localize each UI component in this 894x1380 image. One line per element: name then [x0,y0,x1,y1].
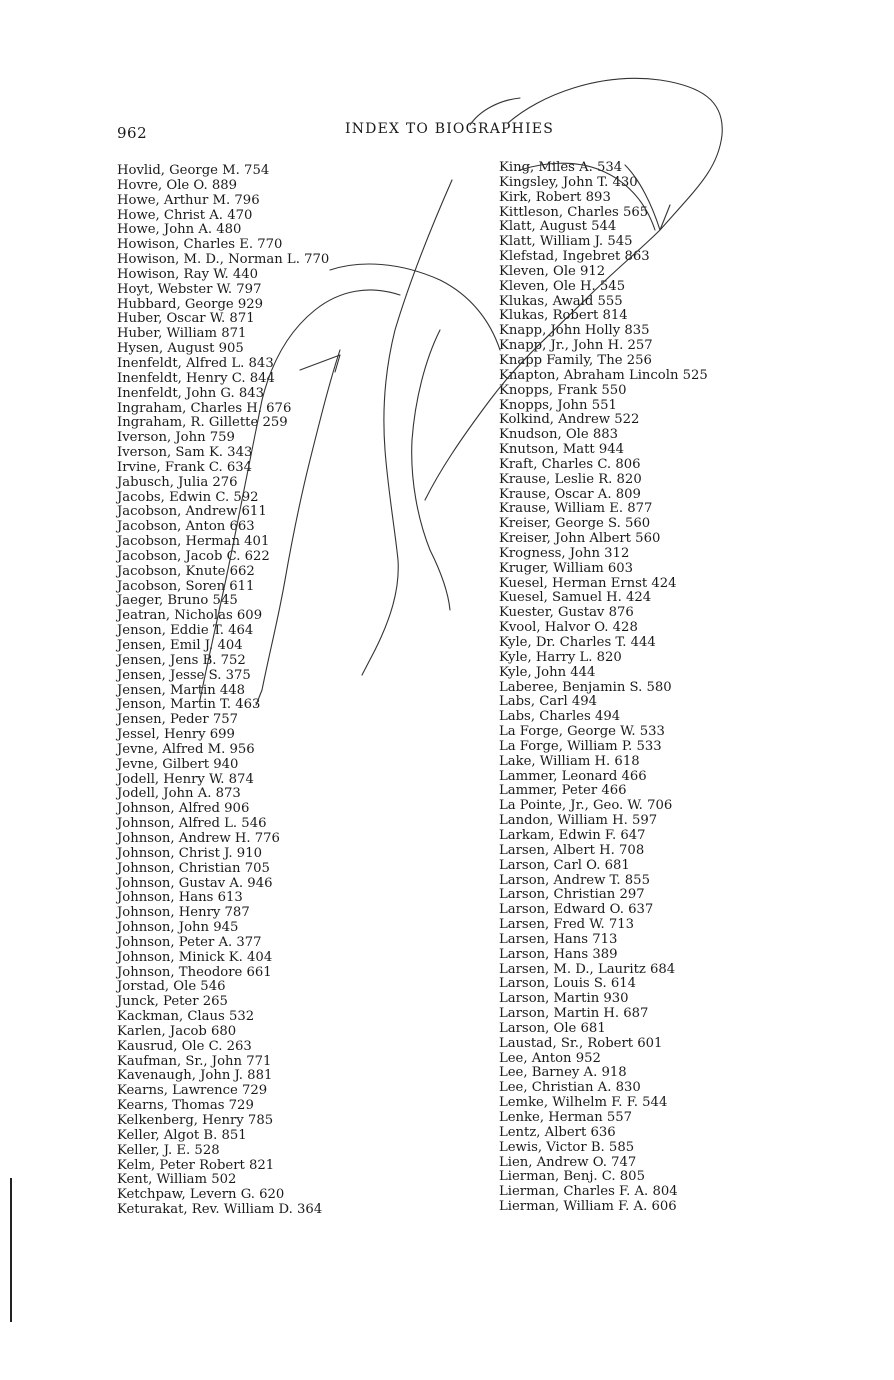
index-entry-right: La Forge, George W. 533 [499,724,665,740]
index-entry-left: Jensen, Martin 448 [117,682,246,698]
index-entry-left: Hovre, Ole O. 889 [117,177,238,193]
index-entry-left: Howe, Arthur M. 796 [117,192,260,208]
index-entry-right: Kuesel, Herman Ernst 424 [499,575,677,591]
index-entry-left: Johnson, Christian 705 [117,860,270,876]
index-entry-left: Hovlid, George M. 754 [117,163,270,178]
index-entry-right: Kyle, John 444 [499,664,596,680]
index-entry-right: Kingsley, John T. 430 [499,174,638,190]
index-entry-left: Johnson, Andrew H. 776 [117,830,280,846]
index-entry-right: Kleven, Ole 912 [499,263,606,279]
index-entry-right: Kvool, Halvor O. 428 [499,620,638,636]
index-entry-left: Kausrud, Ole C. 263 [117,1038,252,1054]
index-entry-right: Larson, Christian 297 [499,887,645,903]
index-entry-left: Ingraham, R. Gillette 259 [117,415,288,431]
index-entry-right: Kolkind, Andrew 522 [499,412,640,428]
scribble-stroke-long-descent [362,180,452,675]
index-entry-left: Johnson, Hans 613 [117,890,243,906]
index-entry-left: Johnson, Alfred L. 546 [117,816,267,832]
index-entry-right: Lammer, Peter 466 [499,783,627,799]
index-entry-right: Knutson, Matt 944 [499,442,625,458]
page-title: INDEX TO BIOGRAPHIES [345,121,555,137]
index-entry-left: Jenson, Martin T. 463 [117,697,261,713]
index-entry-right: Knapp, John Holly 835 [499,323,650,339]
index-entry-right: Kyle, Harry L. 820 [499,649,622,665]
index-entry-right: Labs, Carl 494 [499,694,598,710]
index-entry-left: Johnson, John 945 [117,920,239,936]
index-entry-right: Knopps, John 551 [499,397,617,413]
index-entry-left: Jacobson, Knute 662 [117,563,255,579]
index-entry-left: Jensen, Peder 757 [117,712,239,728]
index-entry-right: Larsen, Albert H. 708 [499,842,645,858]
index-entry-right: Kyle, Dr. Charles T. 444 [499,635,656,650]
index-entry-left: Jevne, Alfred M. 956 [117,741,255,757]
index-entry-left: Keller, J. E. 528 [117,1142,220,1158]
index-entry-left: Jeatran, Nicholas 609 [117,608,263,624]
index-entry-left: Jacobson, Herman 401 [117,534,270,550]
index-entry-right: Klefstad, Ingebret 863 [499,249,650,265]
index-entry-left: Inenfeldt, John G. 843 [117,385,265,401]
index-entry-right: Knapp Family, The 256 [499,352,652,368]
index-entry-left: Huber, Oscar W. 871 [117,311,255,327]
index-entry-right: Kruger, William 603 [499,560,634,576]
index-entry-left: Kearns, Lawrence 729 [117,1083,268,1099]
index-entry-left: Jaeger, Bruno 545 [117,593,238,609]
index-entry-right: Knudson, Ole 883 [499,427,619,443]
index-column-right [499,161,708,1215]
index-entry-left: Howison, Ray W. 440 [117,266,259,282]
index-entry-right: Krause, William E. 877 [499,501,653,517]
index-entry-right: Lee, Christian A. 830 [499,1080,641,1096]
index-entry-left: Jacobs, Edwin C. 592 [117,489,259,505]
index-entry-left: Kearns, Thomas 729 [117,1098,254,1114]
index-entry-left: Howison, Charles E. 770 [117,237,283,253]
index-entry-right: Knapton, Abraham Lincoln 525 [499,367,708,383]
index-entry-left: Jensen, Jens B. 752 [117,652,246,668]
index-entry-left: Jodell, John A. 873 [117,786,241,802]
index-entry-right: Larsen, M. D., Lauritz 684 [499,961,676,977]
scribble-stroke-inner [412,330,450,610]
index-entry-right: Lien, Andrew O. 747 [499,1154,637,1170]
index-entry-right: Larsen, Fred W. 713 [499,917,635,933]
index-entry-right: Lee, Anton 952 [499,1050,601,1066]
index-entry-left: Johnson, Theodore 661 [117,964,272,980]
page-number: 962 [117,124,148,142]
index-entry-right: Knapp, Jr., John H. 257 [499,338,653,354]
index-entry-right: Larkam, Edwin F. 647 [499,827,646,843]
index-entry-right: Lewis, Victor B. 585 [499,1139,635,1155]
index-entry-right: Knopps, Frank 550 [499,382,627,398]
index-entry-right: Krogness, John 312 [499,545,630,561]
index-entry-left: Inenfeldt, Alfred L. 843 [117,355,274,371]
index-entry-right: Klukas, Robert 814 [499,308,628,324]
index-entry-left: Kaufman, Sr., John 771 [117,1053,272,1069]
index-entry-left: Howe, Christ A. 470 [117,207,253,223]
index-entry-left: Keller, Algot B. 851 [117,1127,247,1143]
index-entry-left: Jessel, Henry 699 [117,727,235,743]
index-entry-left: Karlen, Jacob 680 [117,1023,237,1039]
index-column-left [117,164,329,1218]
index-entry-left: Kent, William 502 [117,1172,237,1188]
index-entry-right: Landon, William H. 597 [499,813,658,829]
index-entry-left: Kavenaugh, John J. 881 [117,1068,273,1084]
index-entry-left: Hysen, August 905 [117,341,244,357]
index-entry-left: Inenfeldt, Henry C. 844 [117,370,275,386]
index-entry-left: Jodell, Henry W. 874 [117,771,254,787]
index-entry-right: King, Miles A. 534 [499,160,623,175]
index-entry-left: Jorstad, Ole 546 [117,979,226,995]
index-entry-right: Larson, Andrew T. 855 [499,872,650,888]
index-entry-left: Irvine, Frank C. 634 [117,459,253,475]
index-entry-left: Jacobson, Jacob C. 622 [117,548,270,564]
index-entry-right: Lierman, William F. A. 606 [499,1199,677,1215]
index-entry-right: Krause, Oscar A. 809 [499,486,641,502]
index-entry-right: Larson, Hans 389 [499,946,618,962]
index-entry-right: Klatt, William J. 545 [499,234,633,250]
index-entry-left: Iverson, Sam K. 343 [117,445,253,461]
index-entry-left: Johnson, Christ J. 910 [117,845,262,861]
index-entry-right: Lammer, Leonard 466 [499,768,647,784]
index-entry-left: Ingraham, Charles H. 676 [117,400,292,416]
index-entry-right: Labs, Charles 494 [499,709,621,725]
index-entry-right: Lentz, Albert 636 [499,1124,616,1140]
index-entry-right: La Pointe, Jr., Geo. W. 706 [499,798,673,814]
index-entry-left: Johnson, Gustav A. 946 [117,875,273,891]
index-entry-right: Krause, Leslie R. 820 [499,471,642,487]
index-entry-right: La Forge, William P. 533 [499,738,662,754]
index-entry-left: Iverson, John 759 [117,430,235,446]
index-entry-right: Larson, Martin 930 [499,991,629,1007]
index-entry-right: Kreiser, George S. 560 [499,516,651,532]
index-entry-left: Jacobson, Andrew 611 [117,504,267,520]
index-entry-right: Lee, Barney A. 918 [499,1065,627,1081]
index-entry-right: Lake, William H. 618 [499,753,640,769]
margin-mark [10,1178,12,1322]
index-entry-right: Kirk, Robert 893 [499,189,611,205]
index-entry-right: Larson, Louis S. 614 [499,976,636,992]
index-entry-right: Lierman, Benj. C. 805 [499,1169,645,1185]
index-entry-right: Larsen, Hans 713 [499,931,618,947]
index-entry-right: Kuesel, Samuel H. 424 [499,590,652,606]
index-entry-left: Jacobson, Soren 611 [117,578,255,594]
index-entry-left: Keturakat, Rev. William D. 364 [117,1202,323,1218]
index-entry-right: Kittleson, Charles 565 [499,204,649,220]
index-entry-right: Laustad, Sr., Robert 601 [499,1035,663,1051]
index-entry-right: Lierman, Charles F. A. 804 [499,1184,678,1200]
index-entry-right: Kuester, Gustav 876 [499,605,634,621]
scribble-stroke-sweep [330,264,500,350]
index-entry-right: Lenke, Herman 557 [499,1110,633,1125]
index-entry-right: Lemke, Wilhelm F. F. 544 [499,1095,668,1111]
index-entry-left: Howe, John A. 480 [117,222,242,238]
index-entry-left: Johnson, Alfred 906 [117,801,250,817]
index-entry-left: Johnson, Peter A. 377 [117,934,262,950]
index-entry-left: Hubbard, George 929 [117,296,264,312]
index-entry-left: Huber, William 871 [117,326,247,342]
index-entry-left: Howison, M. D., Norman L. 770 [117,252,330,268]
index-entry-left: Johnson, Minick K. 404 [117,949,273,965]
index-entry-left: Ketchpaw, Levern G. 620 [117,1187,285,1203]
index-entry-left: Jacobson, Anton 663 [117,519,255,535]
index-entry-left: Kelm, Peter Robert 821 [117,1157,275,1173]
index-entry-left: Jevne, Gilbert 940 [117,756,239,772]
index-entry-right: Larson, Martin H. 687 [499,1006,649,1022]
index-entry-right: Larson, Edward O. 637 [499,902,654,918]
index-entry-right: Klukas, Awald 555 [499,293,623,309]
index-entry-left: Jabusch, Julia 276 [117,474,238,490]
index-entry-right: Kreiser, John Albert 560 [499,531,661,547]
index-entry-right: Kleven, Ole H. 545 [499,278,626,294]
index-entry-left: Hoyt, Webster W. 797 [117,281,262,297]
index-entry-left: Junck, Peter 265 [117,994,228,1010]
index-entry-left: Jensen, Jesse S. 375 [117,667,251,683]
index-entry-left: Kelkenberg, Henry 785 [117,1113,274,1128]
index-entry-left: Jensen, Emil J. 404 [117,638,243,653]
index-entry-left: Johnson, Henry 787 [117,905,250,921]
index-entry-left: Kackman, Claus 532 [117,1009,255,1025]
index-entry-right: Kraft, Charles C. 806 [499,456,641,472]
index-entry-right: Larson, Ole 681 [499,1020,606,1036]
index-entry-right: Klatt, August 544 [499,219,617,235]
index-entry-left: Jenson, Eddie T. 464 [117,623,254,639]
index-entry-right: Larson, Carl O. 681 [499,857,630,873]
index-entry-right: Laberee, Benjamin S. 580 [499,679,672,695]
